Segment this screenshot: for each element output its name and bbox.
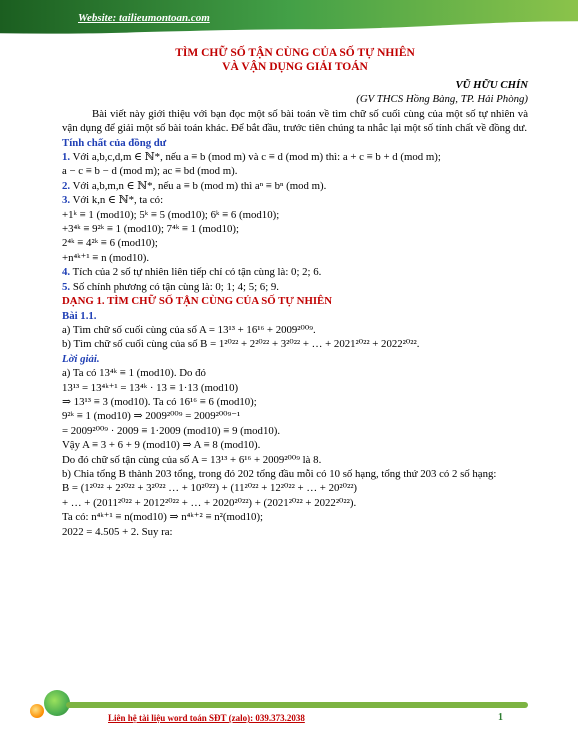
- solution-line-3: ⇒ 13¹³ ≡ 3 (mod10). Ta có 16¹⁶ ≡ 6 (mod10);: [62, 395, 257, 408]
- property-5-number: 5.: [62, 280, 71, 293]
- property-3-formula-2: +3⁴ᵏ ≡ 9²ᵏ ≡ 1 (mod10); 7⁴ᵏ ≡ 1 (mod10);: [62, 223, 239, 236]
- property-2-text: Với a,b,m,n ∈ ℕ*, nếu a ≡ b (mod m) thì aⁿ ≡ bⁿ (mod m).: [72, 179, 327, 192]
- solution-line-5: = 2009²⁰⁰⁹ · 2009 ≡ 1·2009 (mod10) ≡ 9 (mod10).: [62, 424, 281, 437]
- page-header: [0, 0, 578, 36]
- property-3-formula-1: +1ᵏ ≡ 1 (mod10); 5ᵏ ≡ 5 (mod10); 6ᵏ ≡ 6 (mod10);: [62, 208, 280, 221]
- intro-paragraph: Bài viết này giới thiệu với bạn đọc một số bài toán về tìm chữ số cuối cùng của một số tự nhiên và vận dụng để giải một số bài toán khác. Để bắt đầu, trước tiên chúng ta nhắc lại một số tính chất về đồng dư.: [62, 107, 528, 135]
- section-heading-dang1: DẠNG 1. TÌM CHỮ SỐ TẬN CÙNG CỦA SỐ TỰ NHIÊN: [62, 295, 333, 308]
- website-link[interactable]: Website: tailieumontoan.com: [78, 12, 210, 24]
- property-3-text: Với k,n ∈ ℕ*, ta có:: [72, 194, 164, 207]
- property-1-cont: a − c ≡ b − d (mod m); ac ≡ bd (mod m).: [62, 165, 238, 178]
- solution-line-4: 9²ᵏ ≡ 1 (mod10) ⇒ 2009²⁰⁰⁹ = 2009²⁰⁰⁹⁻¹: [62, 410, 241, 423]
- exercise-question-a: a) Tìm chữ số cuối cùng của số A = 13¹³ + 16¹⁶ + 2009²⁰⁰⁹.: [62, 323, 316, 336]
- exercise-heading: Bài 1.1.: [62, 309, 97, 322]
- property-4: [62, 265, 528, 279]
- doc-title-line2: VÀ VẬN DỤNG GIẢI TOÁN: [222, 61, 368, 73]
- properties-heading: Tính chất của đồng dư: [62, 136, 167, 149]
- solution-line-12: 2022 = 4.505 + 2. Suy ra:: [62, 525, 173, 538]
- solution-line-11: Ta có: n⁴ᵏ⁺¹ ≡ n(mod10) ⇒ n⁴ᵏ⁺² ≡ n²(mod10);: [62, 511, 264, 524]
- solution-line-10: + … + (2011²⁰²² + 2012²⁰²² + … + 2020²⁰²²) + (2021²⁰²² + 2022²⁰²²).: [62, 496, 357, 509]
- property-2: [62, 179, 528, 193]
- footer-orange-dot-icon: [30, 704, 44, 718]
- property-3-formula-4: +n⁴ᵏ⁺¹ ≡ n (mod10).: [62, 251, 150, 264]
- page-footer: [0, 688, 578, 728]
- solution-line-2: 13¹³ = 13⁴ᵏ⁺¹ = 13⁴ᵏ · 13 ≡ 1·13 (mod10): [62, 381, 239, 394]
- property-3-formula-3: 2⁴ᵏ ≡ 4²ᵏ ≡ 6 (mod10);: [62, 237, 158, 250]
- property-4-number: 4.: [62, 266, 71, 279]
- property-5-text: Số chính phương có tận cùng là: 0; 1; 4; 5; 6; 9.: [72, 280, 279, 293]
- solution-line-6: Vậy A ≡ 3 + 6 + 9 (mod10) ⇒ A ≡ 8 (mod10).: [62, 439, 261, 452]
- doc-title-line1: TÌM CHỮ SỐ TẬN CÙNG CỦA SỐ TỰ NHIÊN: [175, 47, 415, 59]
- solution-heading: Lời giải.: [62, 352, 100, 365]
- property-5: [62, 280, 528, 294]
- exercise-question-b: b) Tìm chữ số cuối cùng của số B = 1²⁰²² + 2²⁰²² + 3²⁰²² + … + 2021²⁰²² + 2022²⁰²².: [62, 338, 420, 351]
- document-body: [62, 46, 528, 539]
- property-4-text: Tích của 2 số tự nhiên liên tiếp chỉ có tận cùng là: 0; 2; 6.: [72, 266, 322, 279]
- footer-contact-link[interactable]: Liên hệ tài liệu word toán SĐT (zalo): 039.373.2038: [108, 713, 305, 723]
- footer-divider: [66, 702, 528, 708]
- solution-line-8: b) Chia tổng B thành 203 tổng, trong đó 202 tổng đầu mỗi có 10 số hạng, tổng thứ 203 có 2 số hạng:: [62, 467, 497, 480]
- solution-line-9: B = (1²⁰²² + 2²⁰²² + 3²⁰²² … + 10²⁰²²) + (11²⁰²² + 12²⁰²² + … + 20²⁰²²): [62, 482, 358, 495]
- doc-author-affiliation: (GV THCS Hồng Bàng, TP. Hải Phòng): [356, 93, 528, 106]
- page-number: 1: [498, 712, 503, 723]
- solution-line-1: a) Ta có 13⁴ᵏ ≡ 1 (mod10). Do đó: [62, 367, 206, 380]
- doc-author: VŨ HỮU CHÍN: [455, 79, 528, 91]
- property-2-number: 2.: [62, 179, 71, 192]
- property-1-number: 1.: [62, 151, 71, 164]
- solution-line-7: Do đó chữ số tận cùng của số A = 13¹³ + 6¹⁶ + 2009²⁰⁰⁹ là 8.: [62, 453, 322, 466]
- property-1: [62, 150, 528, 164]
- property-1-text: Với a,b,c,d,m ∈ ℕ*, nếu a ≡ b (mod m) và c ≡ d (mod m) thì: a + c ≡ b + d (mod m);: [72, 151, 441, 164]
- property-3-number: 3.: [62, 194, 71, 207]
- property-3: [62, 193, 528, 207]
